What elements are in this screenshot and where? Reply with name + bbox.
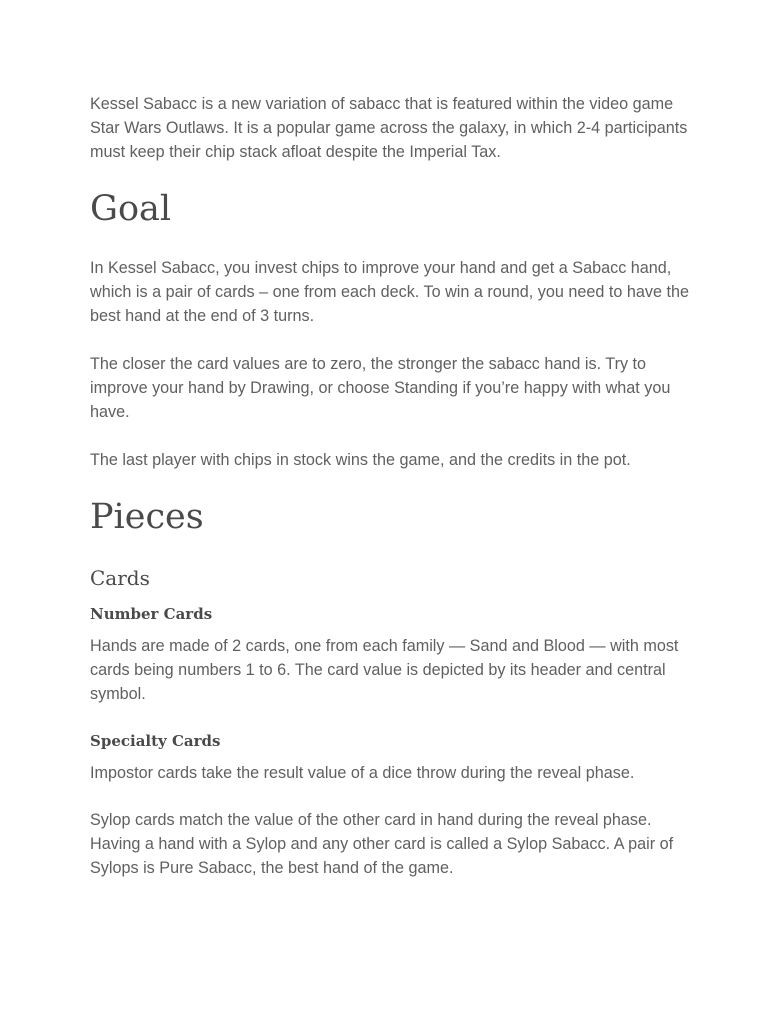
pieces-heading: Pieces [90,497,204,537]
specialty-cards-heading: Specialty Cards [90,732,221,750]
intro-paragraph: Kessel Sabacc is a new variation of sabacc that is featured within the video game Star Wars Outlaws. It is a popular game across the galaxy, in which 2-4 participants must keep their chip stack afloat despite the Imperial Tax. [90,95,688,161]
specialty-cards-paragraph-2: Sylop cards match the value of the other card in hand during the reveal phase. Having a hand with a Sylop and any other card is called a Sylop Sabacc. A pair of Sylops is Pure Sabacc, the best hand of the game. [90,811,674,877]
number-cards-heading: Number Cards [90,605,213,623]
goal-heading: Goal [90,189,172,229]
goal-paragraph-3: The last player with chips in stock wins the game, and the credits in the pot. [90,451,631,469]
specialty-cards-paragraph-1: Impostor cards take the result value of a dice throw during the reveal phase. [90,764,635,782]
goal-paragraph-1: In Kessel Sabacc, you invest chips to improve your hand and get a Sabacc hand, which is a pair of cards – one from each deck. To win a round, you need to have the best hand at the end of 3 turns. [90,259,689,325]
cards-heading: Cards [90,566,150,590]
number-cards-paragraph: Hands are made of 2 cards, one from each family — Sand and Blood — with most cards being numbers 1 to 6. The card value is depicted by its header and central symbol. [90,637,679,703]
goal-paragraph-2: The closer the card values are to zero, the stronger the sabacc hand is. Try to improve your hand by Drawing, or choose Standing if you’re happy with what you have. [90,355,671,421]
